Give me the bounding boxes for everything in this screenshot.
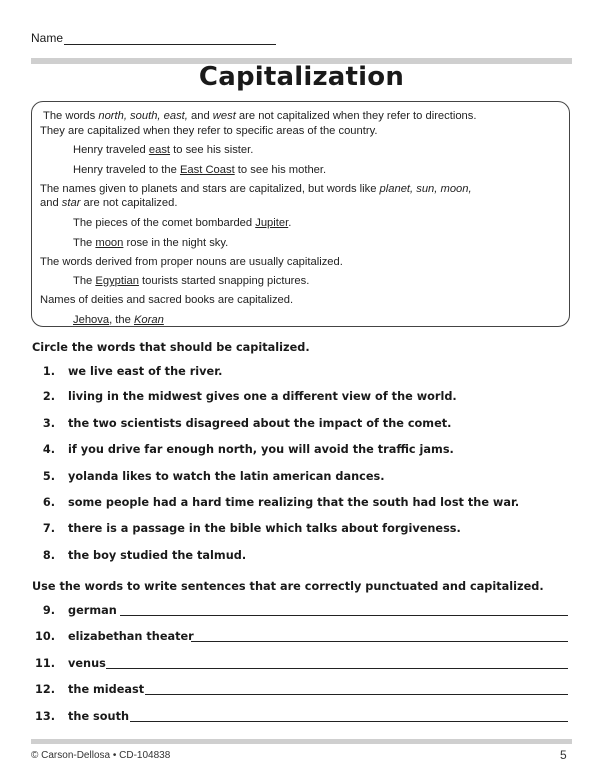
answer-line[interactable] bbox=[120, 615, 568, 616]
answer-line[interactable] bbox=[130, 721, 568, 722]
item-number: 4. bbox=[42, 443, 55, 456]
example-underlined: East Coast bbox=[179, 164, 235, 176]
rule-deities: Names of deities and sacred books are capitalized. bbox=[40, 294, 294, 306]
item-number: 3. bbox=[42, 417, 55, 430]
item-sentence[interactable]: there is a passage in the bible which talks about forgiveness. bbox=[68, 522, 461, 535]
rule-text: and bbox=[40, 197, 62, 209]
rule-text: The names given to planets and stars are capitalized, but words like bbox=[40, 183, 380, 195]
example-4 bbox=[73, 236, 228, 250]
example-underlined: Jehova bbox=[73, 314, 110, 326]
example-text: Henry traveled bbox=[73, 144, 149, 156]
name-row bbox=[31, 31, 276, 45]
answer-line[interactable] bbox=[145, 694, 568, 695]
example-text: . bbox=[288, 217, 292, 229]
section1-instruction: Circle the words that should be capitalized. bbox=[32, 341, 310, 354]
prompt-word: the south bbox=[68, 710, 130, 723]
item-number: 13. bbox=[34, 710, 55, 723]
answer-line[interactable] bbox=[106, 668, 568, 669]
prompt-word: elizabethan theater bbox=[68, 630, 194, 643]
example-text: to see his mother. bbox=[234, 164, 327, 176]
item-number: 9. bbox=[42, 604, 55, 617]
example-1 bbox=[73, 143, 253, 157]
example-underlined-italic: Koran bbox=[133, 314, 164, 326]
item-sentence[interactable]: the boy studied the talmud. bbox=[68, 549, 247, 562]
rule-planets bbox=[40, 182, 472, 196]
rule-italic-word: west bbox=[212, 110, 236, 122]
rule-text: and bbox=[187, 110, 213, 122]
item-sentence[interactable]: yolanda likes to watch the latin american dances. bbox=[68, 470, 385, 483]
copyright: © Carson-Dellosa • CD-104838 bbox=[31, 750, 171, 761]
prompt-word: german bbox=[68, 604, 117, 617]
item-number: 11. bbox=[34, 657, 55, 670]
rule-italic-words: planet, sun, moon, bbox=[379, 183, 472, 195]
item-number: 6. bbox=[42, 496, 55, 509]
example-3 bbox=[73, 216, 291, 230]
item-sentence[interactable]: living in the midwest gives one a different view of the world. bbox=[68, 390, 457, 403]
item-number: 12. bbox=[34, 683, 55, 696]
item-number: 1. bbox=[42, 365, 55, 378]
prompt-word: venus bbox=[68, 657, 106, 670]
example-text: The bbox=[73, 275, 96, 287]
item-sentence[interactable]: the two scientists disagreed about the impact of the comet. bbox=[68, 417, 452, 430]
rule-italic-words: north, south, east, bbox=[98, 110, 188, 122]
item-sentence[interactable]: if you drive far enough north, you will avoid the traffic jams. bbox=[68, 443, 454, 456]
item-number: 8. bbox=[42, 549, 55, 562]
example-underlined: Egyptian bbox=[95, 275, 139, 287]
name-field[interactable] bbox=[64, 33, 276, 45]
footer-bar bbox=[31, 739, 572, 744]
rule-proper-nouns: The words derived from proper nouns are usually capitalized. bbox=[40, 256, 343, 268]
example-text: The bbox=[73, 237, 96, 249]
page-number: 5 bbox=[560, 748, 567, 762]
rule-areas: They are capitalized when they refer to specific areas of the country. bbox=[40, 125, 378, 137]
example-text: rose in the night sky. bbox=[123, 237, 229, 249]
rule-text: are not capitalized when they refer to directions. bbox=[235, 110, 477, 122]
page-title: Capitalization bbox=[198, 62, 405, 92]
answer-line[interactable] bbox=[191, 641, 568, 642]
example-underlined: Jupiter bbox=[255, 217, 289, 229]
item-sentence[interactable]: some people had a hard time realizing that the south had lost the war. bbox=[68, 496, 520, 509]
rule-text: The words bbox=[43, 110, 99, 122]
example-text: to see his sister. bbox=[170, 144, 254, 156]
example-text: tourists started snapping pictures. bbox=[138, 275, 310, 287]
example-underlined: east bbox=[148, 144, 171, 156]
item-number: 5. bbox=[42, 470, 55, 483]
example-2 bbox=[73, 163, 326, 177]
item-number: 7. bbox=[42, 522, 55, 535]
prompt-word: the mideast bbox=[68, 683, 145, 696]
rule-directions bbox=[43, 109, 476, 123]
item-number: 10. bbox=[34, 630, 55, 643]
example-6 bbox=[73, 313, 164, 327]
item-number: 2. bbox=[42, 390, 55, 403]
name-label: Name bbox=[31, 31, 64, 45]
section2-instruction: Use the words to write sentences that are correctly punctuated and capitalized. bbox=[32, 580, 544, 593]
rule-italic-word: star bbox=[61, 197, 81, 209]
example-5 bbox=[73, 274, 309, 288]
example-text: The pieces of the comet bombarded bbox=[73, 217, 256, 229]
example-text: Henry traveled to the bbox=[73, 164, 180, 176]
example-text: , the bbox=[109, 314, 134, 326]
rule-planets-cont bbox=[40, 196, 177, 210]
item-sentence[interactable]: we live east of the river. bbox=[68, 365, 223, 378]
example-underlined: moon bbox=[95, 237, 124, 249]
rule-text: are not capitalized. bbox=[80, 197, 178, 209]
